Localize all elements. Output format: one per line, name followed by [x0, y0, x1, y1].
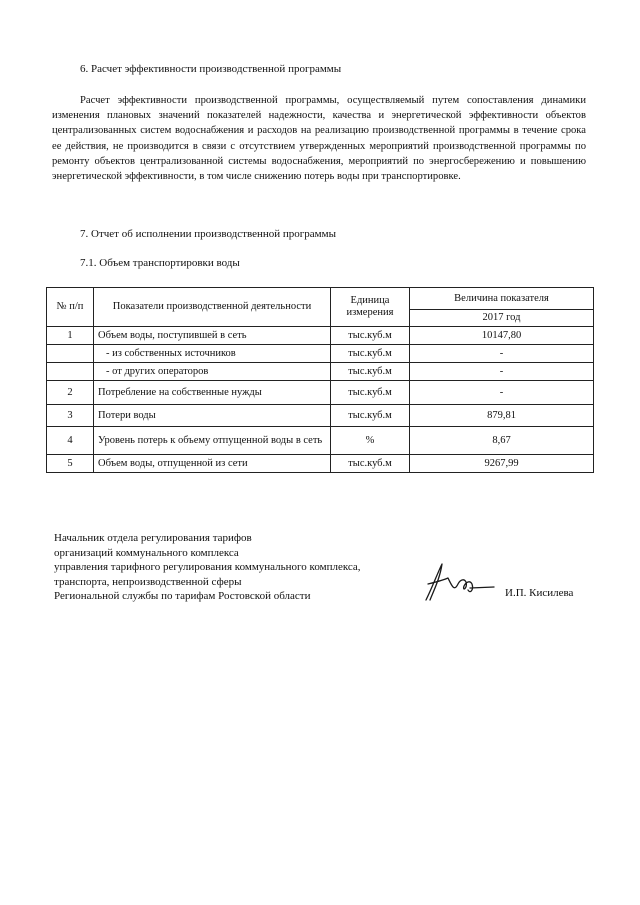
signer-position-line: управления тарифного регулирования коммунального комплекса, [54, 561, 361, 574]
row-unit: тыс.куб.м [331, 363, 410, 381]
row-value: - [410, 345, 594, 363]
row-unit: % [331, 427, 410, 455]
signer-position-line: Начальник отдела регулирования тарифов [54, 532, 252, 544]
row-indicator: - от других операторов [94, 363, 331, 381]
row-indicator: Объем воды, поступившей в сеть [94, 327, 331, 345]
header-value: Величина показателя [410, 288, 594, 310]
row-num: 4 [47, 427, 94, 455]
table-row [47, 455, 594, 473]
section-7-1-heading: 7.1. Объем транспортировки воды [80, 257, 240, 269]
row-num: 1 [47, 327, 94, 345]
row-value: 879,81 [410, 405, 594, 427]
row-indicator: - из собственных источников [94, 345, 331, 363]
signer-position-line: транспорта, непроизводственной сферы [54, 575, 242, 588]
handwritten-signature [418, 560, 498, 606]
signer-position-line: Региональной службы по тарифам Ростовской области [54, 590, 311, 603]
header-num: № п/п [47, 288, 94, 327]
row-unit: тыс.куб.м [331, 455, 410, 473]
header-year: 2017 год [410, 310, 594, 327]
row-num: 3 [47, 405, 94, 427]
signer-position-line: организаций коммунального комплекса [54, 546, 239, 559]
signer-name: И.П. Кисилева [505, 587, 574, 599]
table-row [47, 345, 594, 363]
row-indicator: Потребление на собственные нужды [94, 381, 331, 405]
section-6-heading: 6. Расчет эффективности производственной программы [80, 63, 342, 75]
water-volume-table [46, 287, 594, 473]
table-row [47, 405, 594, 427]
row-value: - [410, 381, 594, 405]
row-value: 9267,99 [410, 455, 594, 473]
section-7-heading: 7. Отчет об исполнении производственной программы [80, 228, 336, 240]
row-value: 8,67 [410, 427, 594, 455]
section-6-paragraph: Расчет эффективности производственной программы, осуществляемый путем сопоставления динамики изменения плановых значений показателей надежности, качества и энергетической эффективности объектов централизованных систем водоснабжения и расходов на реализацию производственной программы в течение срока ее действия, не производится в связи с отсутствием утвержденных мероприятий производственной программы по ремонту объектов централизованной системы водоснабжения, мероприятий по энергосбережению и повышению энергетической эффективности, в том числе снижению потерь воды при транспортировке. [52, 95, 586, 183]
row-indicator: Объем воды, отпущенной из сети [94, 455, 331, 473]
row-num: 2 [47, 381, 94, 405]
row-num [47, 363, 94, 381]
row-num [47, 345, 94, 363]
row-indicator: Уровень потерь к объему отпущенной воды в сеть [94, 427, 331, 455]
table-row [47, 327, 594, 345]
table-row [47, 381, 594, 405]
row-unit: тыс.куб.м [331, 345, 410, 363]
row-unit: тыс.куб.м [331, 381, 410, 405]
row-unit: тыс.куб.м [331, 327, 410, 345]
header-indicator: Показатели производственной деятельности [94, 288, 331, 327]
header-unit: Единица измерения [331, 288, 410, 327]
signature-block [54, 531, 414, 604]
row-num: 5 [47, 455, 94, 473]
table-row [47, 363, 594, 381]
row-indicator: Потери воды [94, 405, 331, 427]
table-row [47, 427, 594, 455]
row-value: - [410, 363, 594, 381]
row-value: 10147,80 [410, 327, 594, 345]
row-unit: тыс.куб.м [331, 405, 410, 427]
